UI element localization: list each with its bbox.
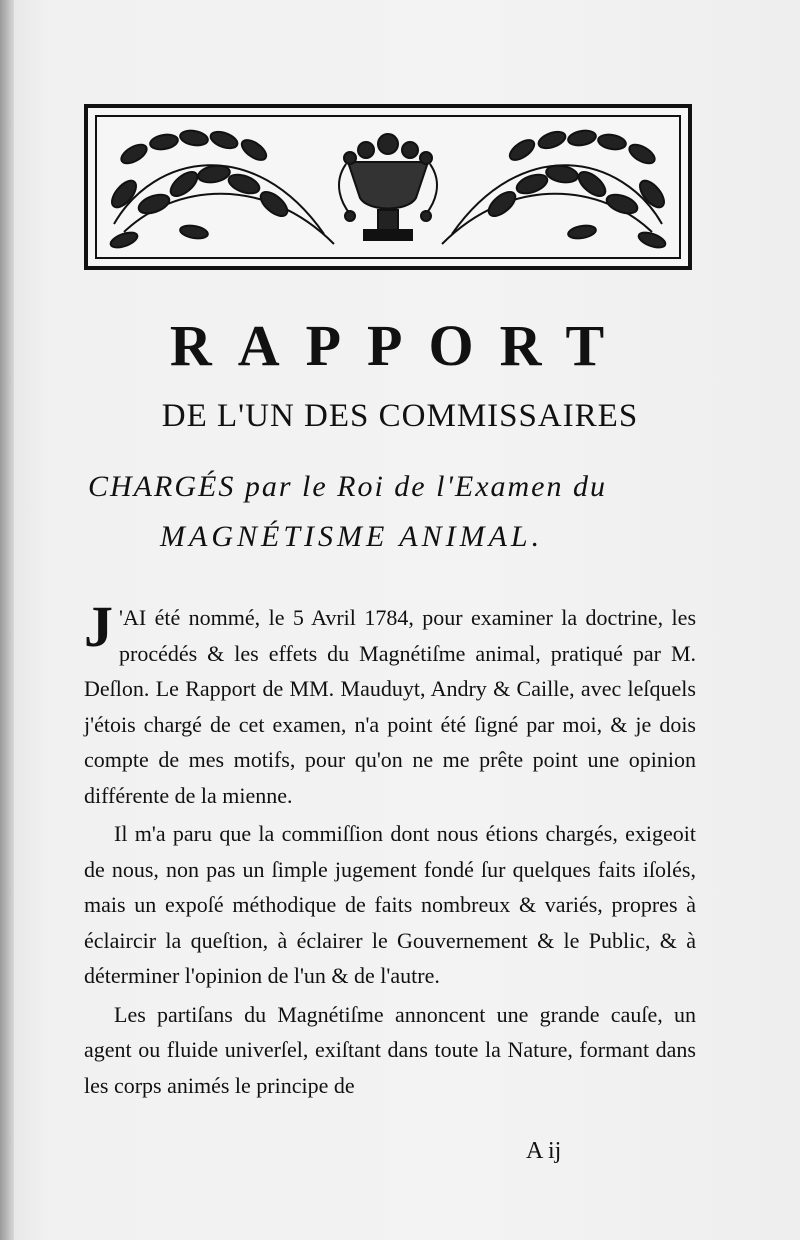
paragraph-1 — [84, 594, 696, 813]
vase-with-leaves-ornament-icon — [94, 114, 682, 260]
subtitle-line-1: CHARGÉS par le Roi de l'Examen du — [88, 470, 607, 503]
page-edge — [0, 0, 14, 1240]
subtitle-line-2: MAGNÉTISME ANIMAL. — [160, 520, 544, 553]
body-text — [84, 594, 696, 1103]
paragraph-1-text: 'AI été nommé, le 5 Avril 1784, pour examiner la doctrine, les procédés & les effets du Magnétiſme animal, pratiqué par M. Deſlon. Le Rapport de MM. Mauduyt, Andry & Caille, avec leſquels j'étois chargé de cet examen, n'a point été ſigné par moi, & je dois compte de mes motifs, pour qu'on ne me prête point une opinion différente de la mienne. — [84, 605, 696, 808]
header-ornament — [84, 104, 692, 270]
page-title: RAPPORT — [169, 313, 631, 378]
subtitle: DE L'UN DES COMMISSAIRES — [161, 398, 639, 434]
page-signature: A ij — [526, 1138, 562, 1164]
paragraph-2: Il m'a paru que la commiſſion dont nous étions chargés, exigeoit de nous, non pas un ſimple jugement fondé ſur quelques faits iſolés, mais un expoſé méthodique de faits nombreux & variés, propres à éclaircir la queſtion, à éclairer le Gouvernement & le Public, & à déterminer l'opinion de l'un & de l'autre. — [84, 821, 696, 988]
paragraph-3: Les partiſans du Magnétiſme annoncent une grande cauſe, un agent ou fluide univerſel, exiſtant dans toute la Nature, formant dans les corps animés le principe de — [84, 1001, 696, 1098]
drop-cap: J — [84, 594, 113, 659]
